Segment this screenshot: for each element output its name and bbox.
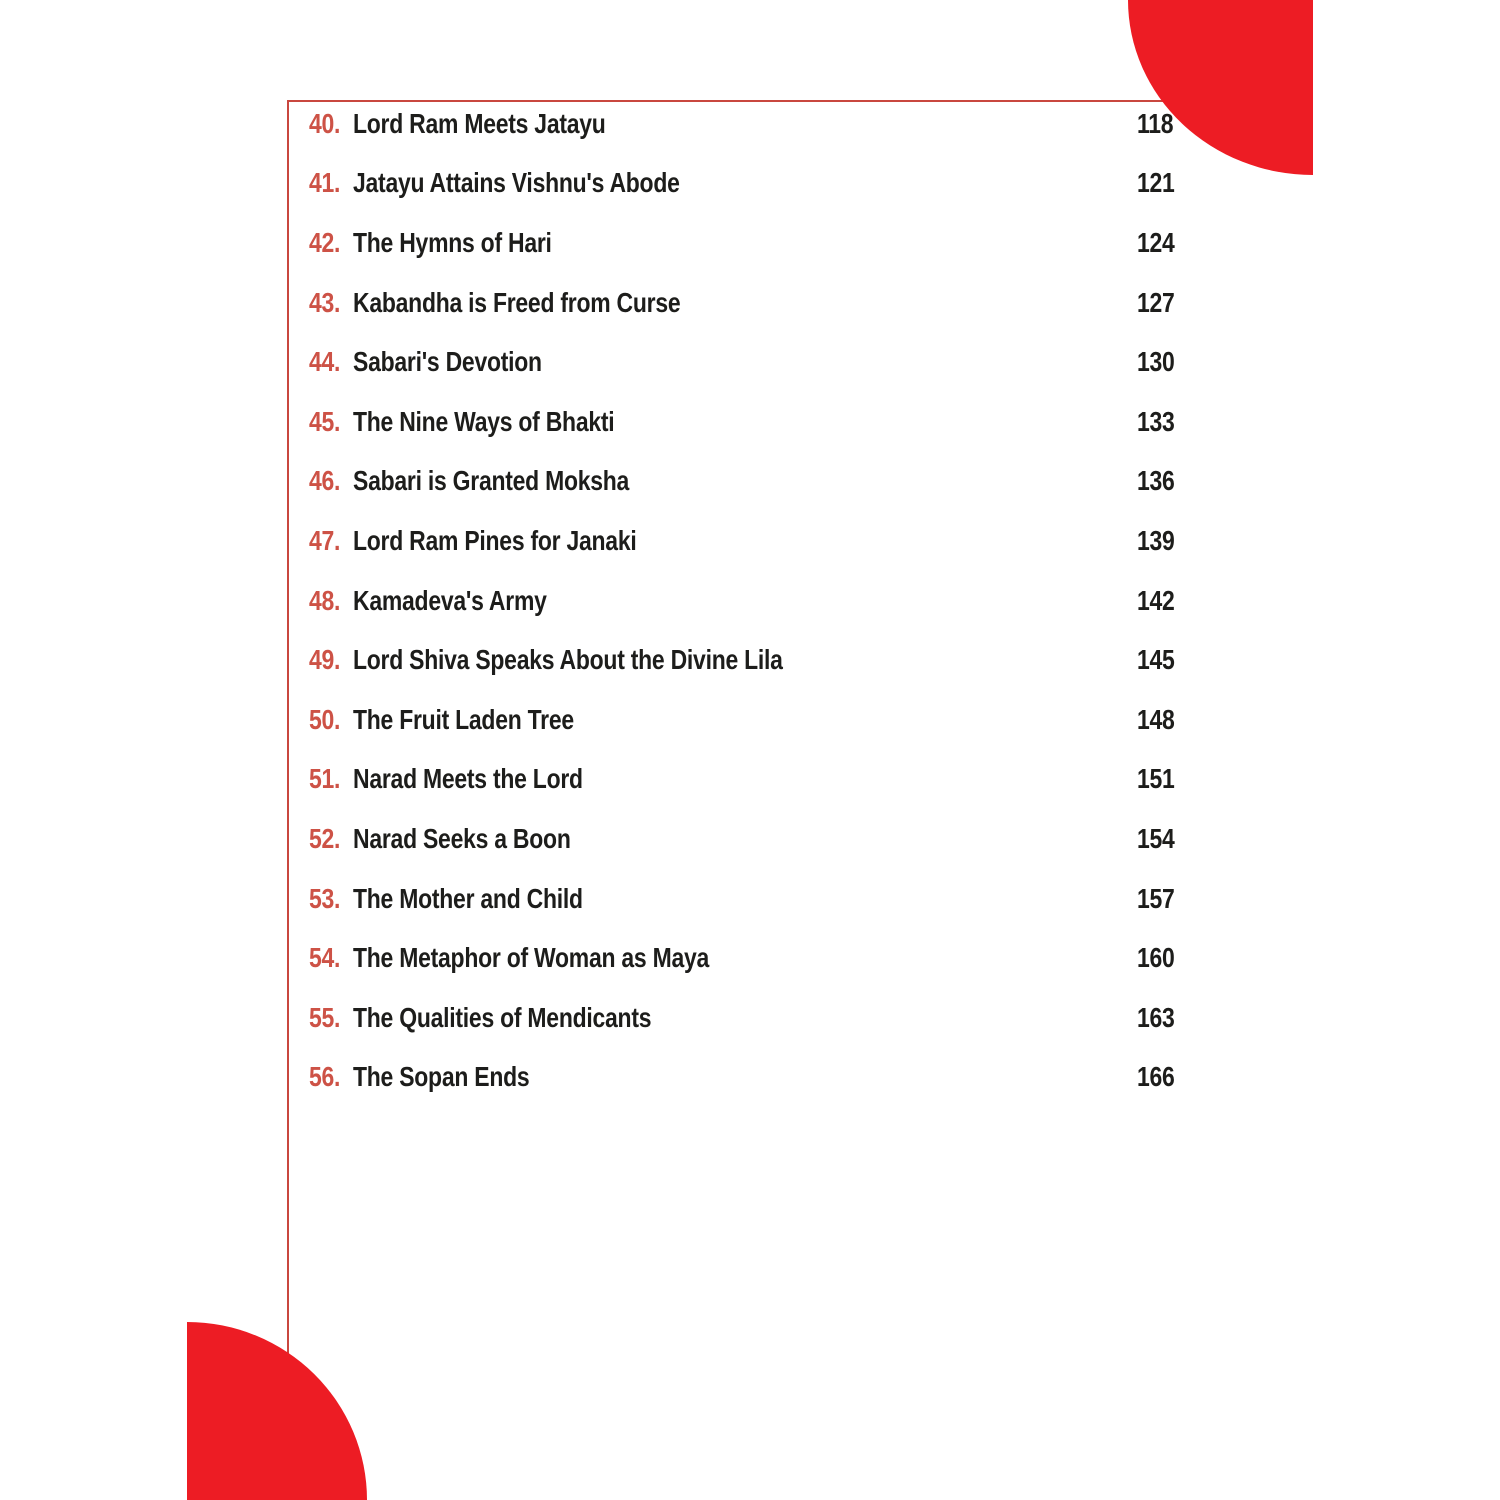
toc-entry bbox=[309, 213, 1177, 273]
chapter-number: 50. bbox=[309, 703, 341, 735]
toc-entry bbox=[309, 869, 1177, 929]
page-number: 148 bbox=[1137, 703, 1175, 735]
chapter-number: 46. bbox=[309, 465, 341, 497]
chapter-number: 56. bbox=[309, 1061, 341, 1093]
chapter-title: Jatayu Attains Vishnu's Abode bbox=[353, 167, 680, 199]
chapter-title: Sabari is Granted Moksha bbox=[353, 465, 630, 497]
toc-list bbox=[309, 94, 1177, 1107]
chapter-number: 47. bbox=[309, 524, 341, 556]
toc-entry bbox=[309, 988, 1177, 1048]
toc-entry bbox=[309, 332, 1177, 392]
chapter-title: The Nine Ways of Bhakti bbox=[353, 405, 615, 437]
chapter-number: 55. bbox=[309, 1001, 341, 1033]
frame-left-line bbox=[287, 100, 289, 1500]
chapter-number: 52. bbox=[309, 822, 341, 854]
page-number: 121 bbox=[1137, 167, 1175, 199]
chapter-number: 53. bbox=[309, 882, 341, 914]
page-number: 166 bbox=[1137, 1061, 1175, 1093]
chapter-number: 43. bbox=[309, 286, 341, 318]
chapter-title: The Metaphor of Woman as Maya bbox=[353, 942, 710, 974]
chapter-title: Sabari's Devotion bbox=[353, 346, 542, 378]
chapter-title: The Fruit Laden Tree bbox=[353, 703, 574, 735]
toc-entry bbox=[309, 809, 1177, 869]
chapter-number: 41. bbox=[309, 167, 341, 199]
page-number: 142 bbox=[1137, 584, 1175, 616]
page-number: 133 bbox=[1137, 405, 1175, 437]
toc-entry bbox=[309, 571, 1177, 631]
toc-entry bbox=[309, 1048, 1177, 1108]
page-number: 139 bbox=[1137, 524, 1175, 556]
page-number: 151 bbox=[1137, 763, 1175, 795]
toc-entry bbox=[309, 750, 1177, 810]
chapter-title: Kamadeva's Army bbox=[353, 584, 547, 616]
toc-entry bbox=[309, 452, 1177, 512]
toc-entry bbox=[309, 94, 1177, 154]
chapter-title: The Mother and Child bbox=[353, 882, 583, 914]
page-number: 130 bbox=[1137, 346, 1175, 378]
chapter-number: 45. bbox=[309, 405, 341, 437]
page-number: 154 bbox=[1137, 822, 1175, 854]
chapter-title: Lord Ram Pines for Janaki bbox=[353, 524, 637, 556]
page-number: 136 bbox=[1137, 465, 1175, 497]
chapter-number: 54. bbox=[309, 942, 341, 974]
chapter-number: 48. bbox=[309, 584, 341, 616]
chapter-title: The Qualities of Mendicants bbox=[353, 1001, 652, 1033]
chapter-title: Narad Seeks a Boon bbox=[353, 822, 571, 854]
toc-entry bbox=[309, 392, 1177, 452]
toc-entry bbox=[309, 273, 1177, 333]
chapter-title: Narad Meets the Lord bbox=[353, 763, 583, 795]
chapter-title: Lord Shiva Speaks About the Divine Lila bbox=[353, 644, 783, 676]
page-number: 160 bbox=[1137, 942, 1175, 974]
toc-entry bbox=[309, 154, 1177, 214]
page-number: 124 bbox=[1137, 226, 1175, 258]
corner-shape-bottom-left bbox=[187, 1322, 367, 1500]
toc-entry bbox=[309, 928, 1177, 988]
page-number: 163 bbox=[1137, 1001, 1175, 1033]
chapter-number: 42. bbox=[309, 226, 341, 258]
chapter-number: 44. bbox=[309, 346, 341, 378]
toc-entry bbox=[309, 511, 1177, 571]
toc-entry bbox=[309, 690, 1177, 750]
chapter-title: Kabandha is Freed from Curse bbox=[353, 286, 681, 318]
toc-entry bbox=[309, 630, 1177, 690]
page-number: 145 bbox=[1137, 644, 1175, 676]
chapter-number: 51. bbox=[309, 763, 341, 795]
page-number: 118 bbox=[1137, 107, 1174, 139]
chapter-number: 40. bbox=[309, 107, 341, 139]
chapter-title: The Hymns of Hari bbox=[353, 226, 552, 258]
chapter-title: The Sopan Ends bbox=[353, 1061, 530, 1093]
page-number: 127 bbox=[1137, 286, 1175, 318]
chapter-title: Lord Ram Meets Jatayu bbox=[353, 107, 606, 139]
page-number: 157 bbox=[1137, 882, 1175, 914]
chapter-number: 49. bbox=[309, 644, 341, 676]
